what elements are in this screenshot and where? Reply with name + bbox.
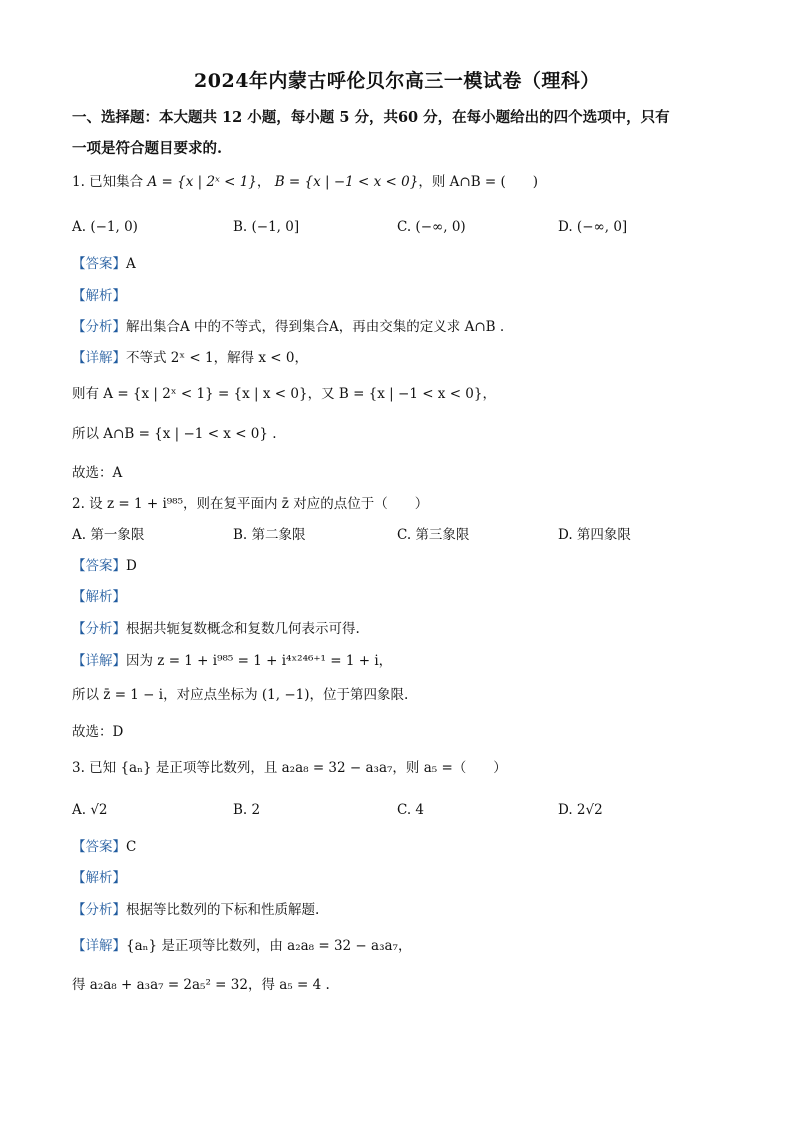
q3-analysis-tag: 【解析】 bbox=[72, 870, 126, 886]
q1-set-a: A = {x | 2ˣ < 1} bbox=[147, 174, 257, 190]
q1-xiangjie-line3: 所以 A∩B = {x | −1 < x < 0} . bbox=[72, 426, 277, 442]
q3-option-b: B. 2 bbox=[233, 802, 261, 818]
q1-number: 1. 已知集合 bbox=[72, 174, 144, 190]
q2-fenxi bbox=[72, 619, 360, 639]
q3-xiangjie-text1: {aₙ} 是正项等比数列，由 a₂a₈ = 32 − a₃a₇， bbox=[126, 938, 412, 954]
q1-option-a: A. (−1, 0) bbox=[72, 219, 138, 235]
q3-xiangjie-line2: 得 a₂a₈ + a₃a₇ = 2a₅² = 32，得 a₅ = 4 . bbox=[72, 977, 330, 993]
q1-xiangjie bbox=[72, 348, 308, 368]
q1-xiangjie-text1: 不等式 2ˣ < 1，解得 x < 0， bbox=[126, 350, 308, 366]
q1-ask: ，则 A∩B = ( ) bbox=[418, 174, 539, 190]
q1-option-b: B. (−1, 0] bbox=[233, 219, 300, 235]
q3-xiangjie bbox=[72, 936, 411, 956]
q1-fenxi bbox=[72, 317, 504, 337]
q3-fenxi-text: 根据等比数列的下标和性质解题. bbox=[126, 902, 320, 918]
section-heading-line2: 一项是符合题目要求的. bbox=[72, 140, 223, 157]
fenxi-tag: 【分析】 bbox=[72, 902, 126, 918]
q1-xiangjie-line2: 则有 A = {x | 2ˣ < 1} = {x | x < 0}，又 B = {x | −1 < x < 0}， bbox=[72, 386, 496, 402]
q3-option-a: A. √2 bbox=[72, 802, 108, 818]
q1-option-d: D. (−∞, 0] bbox=[558, 219, 628, 235]
q2-answer-value: D bbox=[126, 558, 137, 574]
page-title: 2024年内蒙古呼伦贝尔高三一模试卷（理科） bbox=[194, 70, 600, 92]
q2-option-c: C. 第三象限 bbox=[397, 527, 470, 543]
q1-answer bbox=[72, 254, 136, 274]
q3-option-c: C. 4 bbox=[397, 802, 425, 818]
q3-option-d: D. 2√2 bbox=[558, 802, 603, 818]
q2-option-d: D. 第四象限 bbox=[558, 527, 631, 543]
xiangjie-tag: 【详解】 bbox=[72, 938, 126, 954]
question-1-stem bbox=[72, 172, 538, 192]
fenxi-tag: 【分析】 bbox=[72, 319, 126, 335]
q3-answer bbox=[72, 837, 136, 857]
q3-fenxi bbox=[72, 900, 319, 920]
q2-analysis-tag: 【解析】 bbox=[72, 589, 126, 605]
q1-choose: 故选：A bbox=[72, 465, 123, 481]
fenxi-tag: 【分析】 bbox=[72, 621, 126, 637]
q2-xiangjie-line2: 所以 z̄ = 1 − i，对应点坐标为 (1, −1)，位于第四象限. bbox=[72, 687, 409, 703]
q1-option-c: C. (−∞, 0) bbox=[397, 219, 466, 235]
question-2-stem: 2. 设 z = 1 + i⁹⁸⁵，则在复平面内 z̄ 对应的点位于（ ） bbox=[72, 496, 429, 512]
q1-sep: ， bbox=[256, 174, 271, 190]
q2-xiangjie bbox=[72, 651, 392, 671]
q2-option-a: A. 第一象限 bbox=[72, 527, 145, 543]
q1-answer-value: A bbox=[126, 256, 136, 272]
q1-fenxi-text: 解出集合A 中的不等式，得到集合A，再由交集的定义求 A∩B . bbox=[126, 319, 505, 335]
answer-tag: 【答案】 bbox=[72, 839, 126, 855]
q3-answer-value: C bbox=[126, 839, 137, 855]
question-3-stem: 3. 已知 {aₙ} 是正项等比数列，且 a₂a₈ = 32 − a₃a₇，则 a₅ =（ ） bbox=[72, 760, 507, 776]
q2-fenxi-text: 根据共轭复数概念和复数几何表示可得. bbox=[126, 621, 360, 637]
q2-xiangjie-text1: 因为 z = 1 + i⁹⁸⁵ = 1 + i⁴ˣ²⁴⁶⁺¹ = 1 + i， bbox=[126, 653, 393, 669]
q1-analysis-tag: 【解析】 bbox=[72, 288, 126, 304]
answer-tag: 【答案】 bbox=[72, 558, 126, 574]
q2-answer bbox=[72, 556, 137, 576]
section-heading-line1: 一、选择题：本大题共 12 小题，每小题 5 分，共60 分，在每小题给出的四个选项中，只有 bbox=[72, 109, 670, 126]
q2-choose: 故选：D bbox=[72, 724, 124, 740]
xiangjie-tag: 【详解】 bbox=[72, 653, 126, 669]
q1-set-b: B = {x | −1 < x < 0} bbox=[274, 174, 419, 190]
answer-tag: 【答案】 bbox=[72, 256, 126, 272]
q2-option-b: B. 第二象限 bbox=[233, 527, 306, 543]
xiangjie-tag: 【详解】 bbox=[72, 350, 126, 366]
